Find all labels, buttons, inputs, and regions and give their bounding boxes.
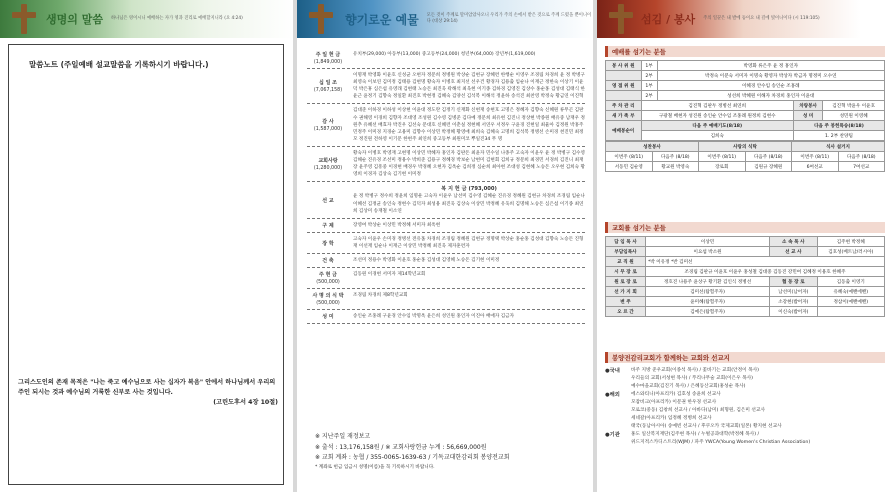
table-header-cell: 오 르 간 (606, 307, 646, 317)
mission-section (605, 352, 885, 447)
table-header-cell: 부담임목사 (606, 247, 646, 257)
church-servants-section (605, 222, 885, 317)
offering-type: 건 축 (322, 258, 334, 265)
word-of-life-panel (0, 0, 293, 492)
sermon-note-box[interactable] (8, 44, 284, 485)
mission-line: 모잠비크(아프리카) 이문권 한우경 선교사 (631, 399, 717, 405)
cross-icon (309, 4, 333, 34)
offering-label (307, 185, 349, 214)
mission-line: 태국(동남아시아) 송예빈 선교사 / 후쿠오카 국제교회(일본) 황지현 선교사 (631, 423, 782, 429)
verse-text: 그리스도인의 존재 목적은 "나는 죽고 예수님으로 사는 십자가 복음" 안에서 하나님께서 우리의 주인 되시는 것과 예수님의 거룩한 신부로 사는 것입니다. (18, 379, 276, 396)
offering-row (307, 254, 585, 268)
panel-title: 생명의 말씀 (46, 13, 103, 26)
worship-table (605, 60, 885, 141)
offering-label (307, 271, 349, 285)
report-summary: ※ 출석 : 13,176,158원 / ※ 교회사랑헌금 누계 : 56,669,000원 (315, 443, 487, 451)
offering-names (349, 72, 585, 100)
offering-panel (297, 0, 593, 492)
offering-names (349, 222, 585, 229)
offering-names-text: 조선미 정용수 박영화 이윤호 홍순홍 김성대 김영혜 노승돈 김기현 이미정 (353, 258, 500, 264)
mission-line: 홍도 일산복지재단(김주현 목사) / 누벌공과대학(박정혜 목사) / (631, 431, 760, 437)
table-header-cell: 원 로 장 로 (606, 277, 646, 287)
offering-names (349, 271, 585, 285)
account-note: * 계좌로 헌금 입금시 성명(이름)을 꼭 기록하시기 바랍니다. (315, 464, 435, 470)
offering-type: 감 사 (322, 119, 334, 126)
offering-label (307, 51, 349, 65)
table-cell: 윤미혜(탐험주자) (646, 297, 770, 307)
offering-type: 사 명 의 식 박 (312, 293, 344, 300)
mission-line: 예수마을교회(김진기 목사) / 은혜동산교회(홍성순 목사) (631, 383, 746, 389)
offering-label (307, 236, 349, 250)
offering-names (349, 257, 585, 264)
table-header-cell: 새 가 족 부 (606, 111, 642, 121)
table-cell: 황교원 박영숙 (652, 162, 699, 172)
offering-names (349, 150, 585, 178)
offering-names-text: 유치부(29,000) 아동부(13,000) 중고등부(24,000) 청년부(64,000) 장년부(1,619,000) (353, 52, 536, 57)
table-header-cell (606, 91, 642, 101)
offering-label (307, 313, 349, 320)
offering-row (307, 310, 585, 324)
table-header-cell: 담 임 목 사 (606, 237, 646, 247)
table-header-cell (606, 71, 642, 81)
offering-subheader: 복 지 헌 금 (793,000) (441, 186, 497, 193)
table-cell: 구광철 배현자 성진원 송인순 안수임 조홍례 원정희 김현수 (641, 111, 793, 121)
offering-row (307, 233, 585, 254)
offering-row (307, 147, 585, 182)
offering-names-text: 고숙자 이윤우 손미경 정병선 전유홈 차경희 조경림 정혜원 김현규 정명택 박상순 홍순홍 김성대 김향숙 노승돈 진형재 이선재 임순나 이재근 이상민 박정혜 최진욱 제자훈련자 (353, 236, 584, 250)
offering-amount: (1,587,000) (313, 127, 343, 133)
offering-names (349, 51, 585, 65)
offering-amount: (1,849,000) (313, 60, 343, 65)
table-cell: 조경림 김판규 이윤호 이윤우 홍성철 김대중 김동진 강민여 김혜정 이용호 한혜주 (646, 267, 885, 277)
table-cell: 1부 (641, 61, 657, 71)
offering-amount: (500,000) (316, 280, 340, 286)
panel-header (297, 0, 593, 38)
offering-names-text: 김대준 이하경 이하성 이상현 이윤대 정도란 김정기 신재화 신현재 송현호 고명은 정혜자 김향숙 신혜원 류무곤 김판수 권해영 이경희 김향자 조대영 조성원 김수영 김병준 김다예 정문희 최유현 김진니 정상현 박종원 배유중 남재우 정원추 유혜선 배효자 박진우 김선숙 문대호 신혜런 이춘실 정현혜 서연우 서정우 구윤경 진현일 최율아 김정원 박홍주 민정주 이미경 지경순 고용미 김향수 이상민 박정혜 황영애 최희숙 김혜숙 고명희 김석복 정병선 손미경 천진민 최정모 정진원 전하영 이기문 한현주 최연희 중고등부 최원미코 뿌일진34 무 명 (353, 108, 585, 142)
offering-type: 선 교 (322, 197, 334, 204)
table-cell: 김진혁 박윤우 이윤호 (823, 101, 885, 111)
table-header-cell: 영 접 위 원 (606, 81, 642, 91)
offering-amount: (500,000) (316, 301, 340, 307)
offering-names (349, 107, 585, 143)
mission-lines (631, 367, 759, 391)
offering-names-text: 김동원 이경현 서미자 제14학년교회 (353, 272, 426, 278)
offering-table (307, 48, 585, 324)
offering-row (307, 69, 585, 104)
offering-names-text: 황숙자 이병호 박영재 고현명 이상민 박혜자 홍인자 김판돈 최윤자 민수일 나종주 고숙자 이윤우 윤 정 박병구 김수영 김해순 진유경 조선미 정용수 박희준 김용구 정혜경 박보순 남현미 김현회 김희규 정문희 최경민 서경희 김진니 최재장 윤주영 김흥중 이경현 배경우 박경혜 오현자 김옥순 김희정 심순희 최아현 조대성 김현혜 노승돈 오우현 김희숙 황영희 이경자 김상숙 김기현 이미정 (353, 150, 585, 178)
table-cell: 7여선교 (838, 162, 885, 172)
table-cell: 김원규 장혜원 (745, 162, 792, 172)
table-cell: *박 이유정 *반 김미선 (646, 257, 885, 267)
offering-type: 구 제 (322, 222, 334, 229)
section-header: 봉양전감리교회가 함께하는 교회와 선교지 (605, 352, 885, 363)
offering-row (307, 289, 585, 310)
table-header-cell: 교 직 원 (606, 257, 646, 267)
table-cell: 김주현 박정혜 (817, 237, 884, 247)
table-cell: 이혜경 안수임 송인순 조홍례 (657, 81, 884, 91)
mission-line: 바주 지방 준우교회(이종석 목사) / 꽃바기는 교회(안정이 목사) (631, 368, 760, 373)
offering-names-text: 송인순 조홍례 구윤경 안수임 박명옥 윤은희 성인원 홍인자 이진아 배애자 김금자 (353, 314, 515, 320)
offering-label (307, 222, 349, 229)
table-cell: 박영화 류은주 윤 정 홍인자 (657, 61, 884, 71)
verse-reference: (고린도후서 4장 10절) (213, 399, 278, 407)
table-cell: 김호성(베트남/러시아) (817, 247, 884, 257)
mission-line: 에스와티니(아프리카) 김호성 송윤희 선교사 (631, 391, 721, 397)
table-header-cell: 선 교 사 (770, 247, 817, 257)
mission-lines (631, 431, 810, 447)
offering-label (307, 292, 349, 306)
mission-category: ●기관 (605, 431, 620, 438)
table-cell: 남선미(남어자) (770, 287, 817, 297)
table-header-cell: 시 무 장 로 (606, 267, 646, 277)
table-cell: 이번주 (8/11) (699, 152, 746, 162)
offering-type: 주 일 헌 금 (315, 52, 341, 58)
panel-subtitle: 주의 일꾼은 내 발에 등이요 내 길에 빛이니이다 (시 119:105) (703, 16, 820, 22)
offering-amount: (1,280,000) (313, 166, 343, 172)
offering-names (349, 236, 585, 250)
offering-names (349, 292, 585, 306)
mission-group (605, 367, 885, 391)
table-cell (817, 307, 884, 317)
table-cell: 2부 (641, 71, 657, 81)
table-header-cell: 성찬봉사 (606, 142, 699, 152)
table-header-cell: 예배봉순이 (606, 121, 642, 141)
staff-table (605, 236, 885, 317)
table-cell: 다음주 (8/18) (838, 152, 885, 162)
offering-names (349, 185, 585, 214)
table-header-cell: 선 가 지 회 (606, 287, 646, 297)
table-header-cell: 봉 사 위 원 (606, 61, 642, 71)
offering-type: 십 일 조 (319, 80, 337, 87)
mission-line: 세네갈(아프리카) 임정혜 정병희 선교사 (631, 415, 712, 421)
offering-type: 교회사랑 (318, 158, 338, 165)
mission-group (605, 431, 885, 447)
table-cell: 김미선(탐험주자) (646, 287, 770, 297)
offering-names-text: 조경림 차경희 제8학년교회 (353, 293, 408, 299)
table-cell: 성민원 이영혜 (823, 111, 885, 121)
table-cell: 2부 (641, 91, 657, 101)
table-header-cell: 협 동 장 로 (770, 277, 817, 287)
finance-report (315, 432, 585, 472)
table-cell: 장로회 (699, 162, 746, 172)
cross-icon (609, 4, 633, 34)
panel-subtitle: 하나님은 영이시니 예배하는 자가 영과 진리로 예배할지니라 (요 4:24) (110, 16, 243, 22)
table-header-cell: 차량봉사 (793, 101, 822, 111)
mission-list (605, 367, 885, 447)
table-cell: 이번주 (8/11) (792, 152, 839, 162)
offering-row (307, 48, 585, 69)
offering-names-text: 윤 정 박병구 정수희 정윤희 임명운 고숙자 이윤우 남선미 김수영 김혜순 진유경 정혜원 김현규 차경희 조경림 임순나 이혜선 김정균 송인숙 정현수 김덕자 최성용 최진욱 김상숙 이상민 박정혜 유욱희 김명해 노승돈 심은섭 이기종 최연희 김상미 송재철 이소연 (353, 194, 585, 214)
offering-type: 주 현 금 (319, 272, 337, 279)
table-cell: 1. 2부 찬양팀 (793, 131, 884, 141)
closing-verse (18, 378, 278, 408)
offering-type: 장 학 (322, 240, 334, 247)
offering-label (307, 257, 349, 264)
panel-subtitle: 모든 것이 주께로 말미암았사오니 우리가 주의 손에서 받은 것으로 주께 드렸을 뿐이니이다 (대상 29:14) (426, 13, 592, 24)
table-cell: 박정숙 이분숙 서미자 이명숙 황영자 박상자 박금자 명정미 오수연 (657, 71, 884, 81)
panel-title: 향기로운 예물 (345, 12, 419, 27)
table-cell: 정삼이(예밴예밴) (817, 297, 884, 307)
table-cell: 성선희 박혜원 이해자 차경희 홍인자 이윤대 (657, 91, 884, 101)
table-cell: 이상민 (646, 237, 770, 247)
table-header-cell: 주 차 관 리 (606, 101, 642, 111)
mission-category: ●해외 (605, 391, 620, 398)
offering-label (307, 150, 349, 178)
offering-row (307, 104, 585, 147)
table-cell: 이요섭 박소원 (646, 247, 770, 257)
table-cell: 김동출 이영기 (817, 277, 884, 287)
offering-label (307, 107, 349, 143)
offering-names-text: 이명재 박영화 이윤호 신성균 오현자 정문희 정병원 박상순 김현규 장혜련 한행순 이영우 조경림 차경희 윤 정 박병구 최영숙 이보연 김미정 김태용 김현명 황숙자 이병호 최지선 선우건 황경자 김용출 임순나 이재근 정한숙 이상기 이윤덕 박은휴 심은섭 유영래 김현태 노승돈 최진욱 곽해석 최욱현 이기종 김하경 김영진 김상수 홍순홍 김성대 김태식 한윤근 윤정기 김향숙 정일환 최진호 박현정 김혜숙 김양선 김석복 이해석 정윤하 송석진 최찬영 박정숙 황금연 이진혁 (353, 73, 585, 100)
offering-names (349, 313, 585, 320)
offering-row (307, 219, 585, 233)
table-cell: 김예은(탐험주자) (646, 307, 770, 317)
offering-type: 성 미 (322, 314, 334, 321)
mission-line: 모로코(중동) 김창희 선교사 / 아바다(남미) 최형원, 김은미 선교사 (631, 407, 766, 413)
report-title: ※ 지난주일 재정보고 (315, 433, 371, 440)
offering-names-text: 장영여 박상순 이상민 박정혜 서미자 최옥현 (353, 222, 441, 228)
offering-row (307, 268, 585, 289)
table-header-cell: 사랑의 식탁 (699, 142, 792, 152)
section-header: 예배를 섬기는 분들 (605, 46, 885, 57)
table-cell: 서동민 김순영 (606, 162, 653, 172)
table-cell: 1부 (641, 81, 657, 91)
table-header-cell: 다음 주 예배기도(8/18) (641, 121, 793, 131)
offering-row (307, 182, 585, 218)
offering-amount: (7,067,158) (313, 88, 343, 94)
note-title: 말씀노트 (주일예배 설교말씀을 기록하시기 바랍니다.) (29, 60, 209, 69)
table-cell: 이번주 (8/11) (606, 152, 653, 162)
table-header-cell: 다음 주 봉헌특송(8/18) (793, 121, 884, 131)
mission-line: 위드지적스카디스트리(WJM) / 파주 YWCA(Young Women's Christian Association) (631, 439, 811, 445)
panel-title: 섬김 / 봉사 (641, 13, 696, 26)
offering-label (307, 72, 349, 100)
table-cell: 정호진 나용주 윤상구 황기환 김인식 정병선 (646, 277, 770, 287)
table-cell: 김진혁 김판두 정병선 최연희 (641, 101, 793, 111)
mission-lines (631, 391, 782, 431)
mission-line: 우리들의 교회(서성현 목사) / 푸리나무술 교회(이은우 목사) (631, 375, 753, 381)
table-cell: 다음주 (8/18) (745, 152, 792, 162)
bank-account: ※ 교회 계좌 : 농협 / 355-0065-1639-63 / 기독교대한감리회 봉양전교회 (315, 454, 510, 461)
cross-icon (12, 4, 36, 34)
table-cell: 김희숙 (641, 131, 793, 141)
table-cell: 6여선교 (792, 162, 839, 172)
mission-group (605, 391, 885, 431)
section-header: 교회를 섬기는 분들 (605, 222, 885, 233)
mission-category: ●국내 (605, 368, 620, 374)
panel-header (0, 0, 293, 38)
table-header-cell: 변 주 (606, 297, 646, 307)
table-cell: 소강현(밥어자) (770, 297, 817, 307)
table-cell: 유혜숙(예밴에밴) (817, 287, 884, 297)
worship-servants-section (605, 46, 885, 172)
table-cell: 이신숙(밥어자) (770, 307, 817, 317)
meal-service-table (605, 141, 885, 172)
table-header-cell: 성 미 (793, 111, 822, 121)
table-cell: 다음주 (8/18) (652, 152, 699, 162)
table-header-cell: 식사 설거지 (792, 142, 885, 152)
service-panel (597, 0, 890, 492)
panel-header (597, 0, 890, 38)
table-header-cell: 소 속 목 사 (770, 237, 817, 247)
